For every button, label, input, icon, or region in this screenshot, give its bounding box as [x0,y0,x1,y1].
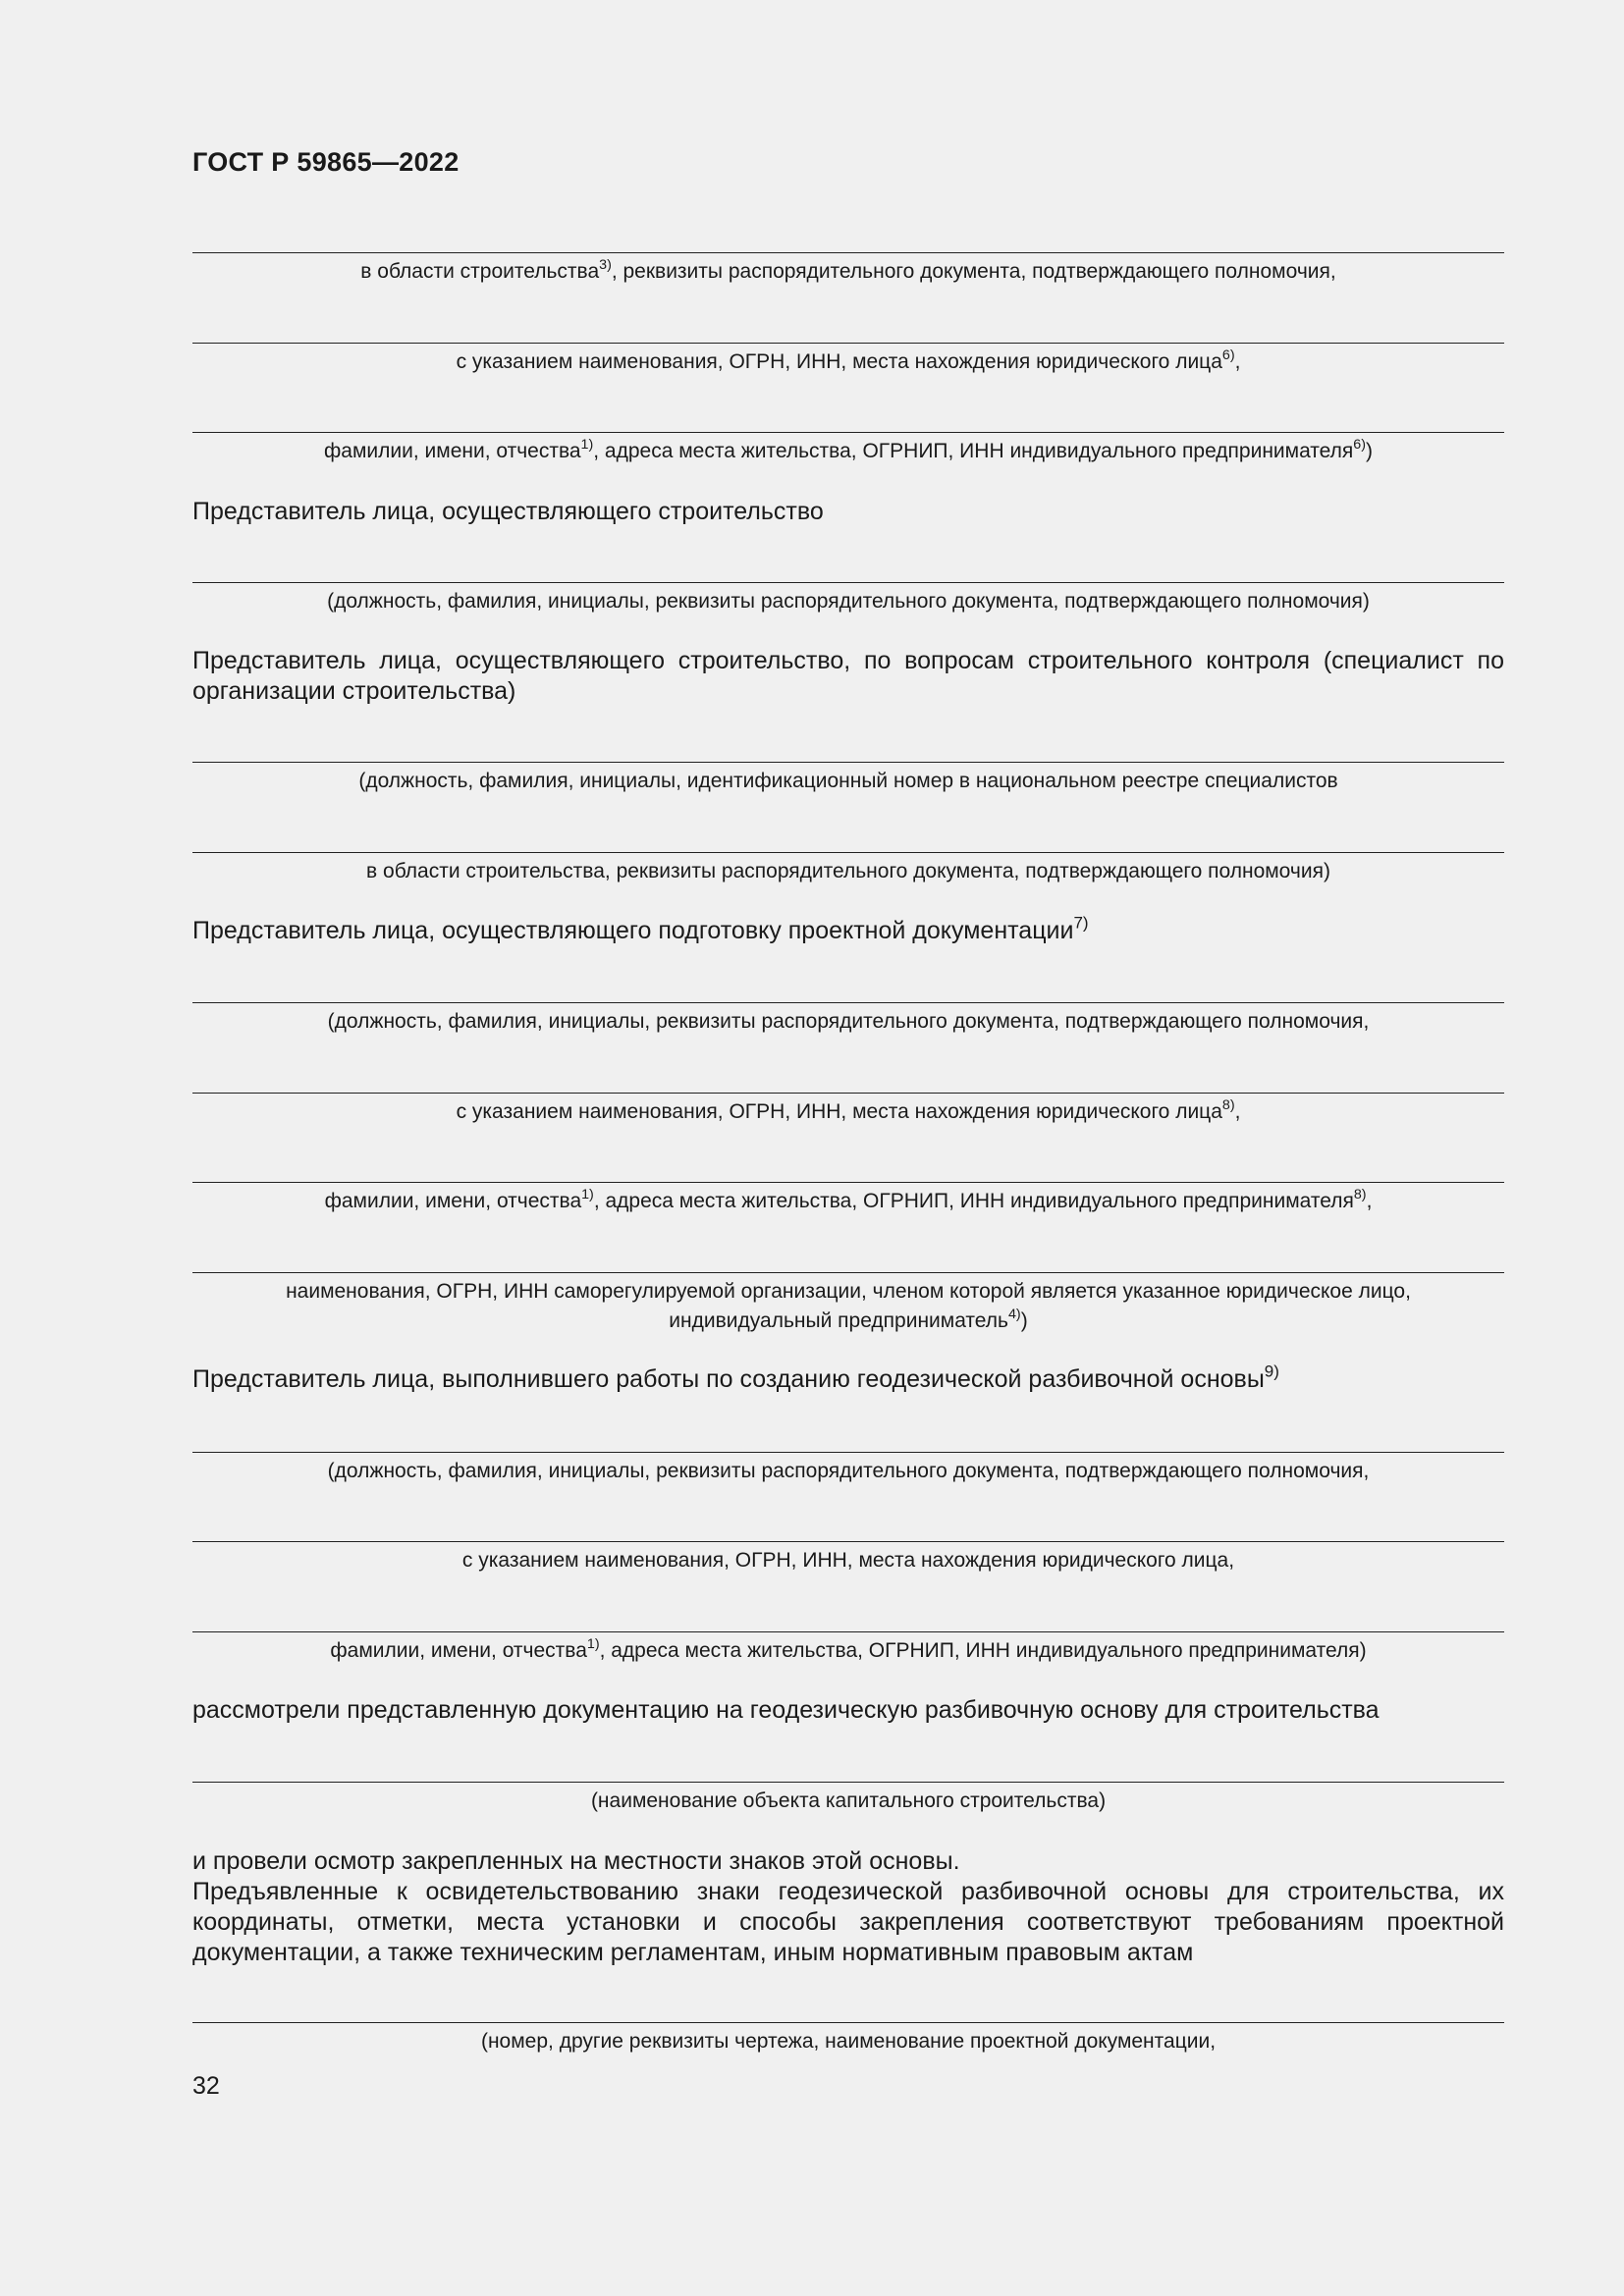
fill-line [192,2022,1504,2023]
field-caption: фамилии, имени, отчества$^{1)}$, адреса места жительства, ОГРНИП, ИНН индивидуального предпринимателя$^{6)}$) [324,437,1373,462]
section-heading: Представитель лица, осуществляющего подготовку проектной документации$^{7)}$ [192,913,1089,944]
page-number: 32 [192,2072,220,2100]
field-caption: в области строительства, реквизиты распорядительного документа, подтверждающего полномочия) [366,860,1330,882]
section-heading: Представитель лица, осуществляющего строительство [192,498,824,525]
fill-line [192,1002,1504,1003]
fill-line [192,432,1504,433]
field-caption: наименования, ОГРН, ИНН саморегулируемой организации, членом которой является указанное юридическое лицо, индивидуальный предприниматель$^{4)}$) [286,1280,1411,1332]
field-caption: в области строительства$^{3)}$, реквизиты распорядительного документа, подтверждающего полномочия, [360,257,1336,283]
field-caption: (должность, фамилия, инициалы, идентификационный номер в национальном реестре специалистов [358,770,1338,792]
field-caption: (должность, фамилия, инициалы, реквизиты распорядительного документа, подтверждающего полномочия, [327,1460,1370,1482]
fill-line [192,582,1504,583]
field-caption: фамилии, имени, отчества$^{1)}$, адреса места жительства, ОГРНИП, ИНН индивидуального предпринимателя) [330,1636,1367,1662]
fill-line [192,343,1504,344]
fill-line [192,852,1504,853]
fill-line [192,252,1504,253]
body-paragraph: Предъявленные к освидетельствованию знаки геодезической разбивочной основы для строительства, их координаты, отметки, места установки и способы закрепления соответствуют требованиям проектной документации, а также техническим регламентам, иным нормативным правовым актам [192,1878,1504,1966]
field-caption: с указанием наименования, ОГРН, ИНН, места нахождения юридического лица$^{8)}$, [456,1097,1241,1123]
fill-line [192,1272,1504,1273]
fill-line [192,1782,1504,1783]
body-paragraph: рассмотрели представленную документацию на геодезическую разбивочную основу для строительства [192,1696,1380,1724]
field-caption: (наименование объекта капитального строительства) [590,1789,1107,1812]
field-caption: (должность, фамилия, инициалы, реквизиты распорядительного документа, подтверждающего полномочия, [327,1010,1370,1033]
section-heading: Представитель лица, выполнившего работы по созданию геодезической разбивочной основы$^{9)}$ [192,1362,1279,1393]
fill-line [192,1541,1504,1542]
standard-header: ГОСТ Р 59865—2022 [192,147,460,177]
field-caption: (должность, фамилия, инициалы, реквизиты распорядительного документа, подтверждающего полномочия) [327,590,1370,613]
field-caption: (номер, другие реквизиты чертежа, наименование проектной документации, [480,2030,1217,2053]
field-caption: с указанием наименования, ОГРН, ИНН, места нахождения юридического лица, [461,1549,1235,1572]
field-caption: фамилии, имени, отчества$^{1)}$, адреса места жительства, ОГРНИП, ИНН индивидуального предпринимателя$^{8)}$, [324,1187,1373,1212]
fill-line [192,1452,1504,1453]
fill-line [192,1631,1504,1632]
section-heading: Представитель лица, осуществляющего строительство, по вопросам строительного контроля (специалист по организации строительства) [192,647,1504,705]
body-paragraph: и провели осмотр закрепленных на местности знаков этой основы. [192,1847,960,1875]
fill-line [192,1182,1504,1183]
fill-line [192,762,1504,763]
fill-line [192,1093,1504,1094]
field-caption: с указанием наименования, ОГРН, ИНН, места нахождения юридического лица$^{6)}$, [456,347,1241,373]
